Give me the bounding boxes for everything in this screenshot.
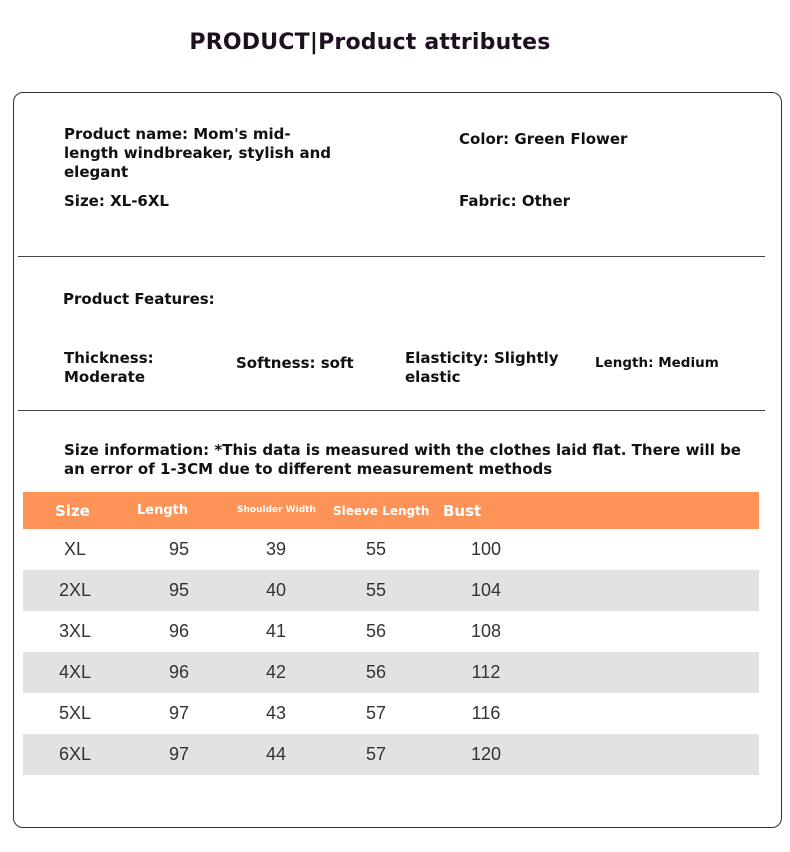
cell-shoulder: 44 — [231, 734, 321, 775]
cell-length: 95 — [127, 570, 231, 611]
cell-shoulder: 39 — [265, 539, 287, 559]
table-row — [23, 652, 759, 693]
cell-length: 96 — [168, 621, 190, 641]
cell-sleeve: 56 — [365, 621, 387, 641]
cell-sleeve: 56 — [321, 652, 431, 693]
product-name: Product name: Mom's mid-length windbreaker, stylish and elegant — [64, 125, 332, 181]
page-title: PRODUCT|Product attributes — [189, 30, 551, 55]
table-row — [23, 529, 759, 570]
feature-softness: Softness: soft — [236, 354, 354, 372]
cell-size: 2XL — [23, 570, 127, 611]
table-row — [23, 734, 759, 775]
cell-bust: 116 — [471, 703, 501, 723]
product-fabric: Fabric: Other — [459, 192, 571, 210]
section-divider — [18, 410, 765, 411]
cell-sleeve: 57 — [365, 703, 387, 723]
cell-shoulder: 40 — [231, 570, 321, 611]
product-color: Color: Green Flower — [459, 130, 628, 148]
cell-bust: 108 — [470, 621, 502, 641]
cell-sleeve: 57 — [321, 734, 431, 775]
size-information: Size information: *This data is measured with the clothes laid flat. There will be an error of 1-3CM due to different measurement methods — [64, 441, 741, 478]
cell-size: 3XL — [58, 621, 92, 641]
cell-sleeve: 55 — [365, 539, 387, 559]
cell-bust: 100 — [470, 539, 502, 559]
cell-bust: 112 — [431, 652, 541, 693]
cell-length: 96 — [127, 652, 231, 693]
feature-length: Length: Medium — [595, 355, 719, 371]
cell-bust: 120 — [431, 734, 541, 775]
table-row — [23, 570, 759, 611]
cell-size: 4XL — [23, 652, 127, 693]
cell-shoulder: 43 — [265, 703, 287, 723]
header-blank — [541, 492, 759, 529]
product-size: Size: XL-6XL — [64, 192, 169, 210]
table-row — [23, 611, 759, 652]
cell-bust: 104 — [431, 570, 541, 611]
header-bust: Bust — [431, 492, 541, 529]
header-length: Length — [127, 492, 231, 529]
feature-elasticity: Elasticity: Slightly elastic — [405, 349, 559, 386]
cell-size: 5XL — [58, 703, 92, 723]
header-sleeve-length: Sleeve Length — [321, 492, 431, 529]
cell-size: 6XL — [23, 734, 127, 775]
cell-length: 95 — [168, 539, 190, 559]
section-divider — [18, 256, 765, 257]
table-row — [23, 693, 759, 734]
cell-shoulder: 41 — [265, 621, 287, 641]
cell-length: 97 — [127, 734, 231, 775]
cell-size: XL — [63, 539, 87, 559]
feature-thickness: Thickness: Moderate — [64, 349, 154, 386]
cell-length: 97 — [168, 703, 190, 723]
size-table-header — [23, 492, 759, 529]
cell-sleeve: 55 — [321, 570, 431, 611]
features-heading: Product Features: — [63, 290, 215, 308]
size-table — [23, 492, 759, 775]
cell-shoulder: 42 — [231, 652, 321, 693]
header-shoulder-width: Shoulder Width — [231, 492, 321, 529]
header-size: Size — [23, 492, 127, 529]
